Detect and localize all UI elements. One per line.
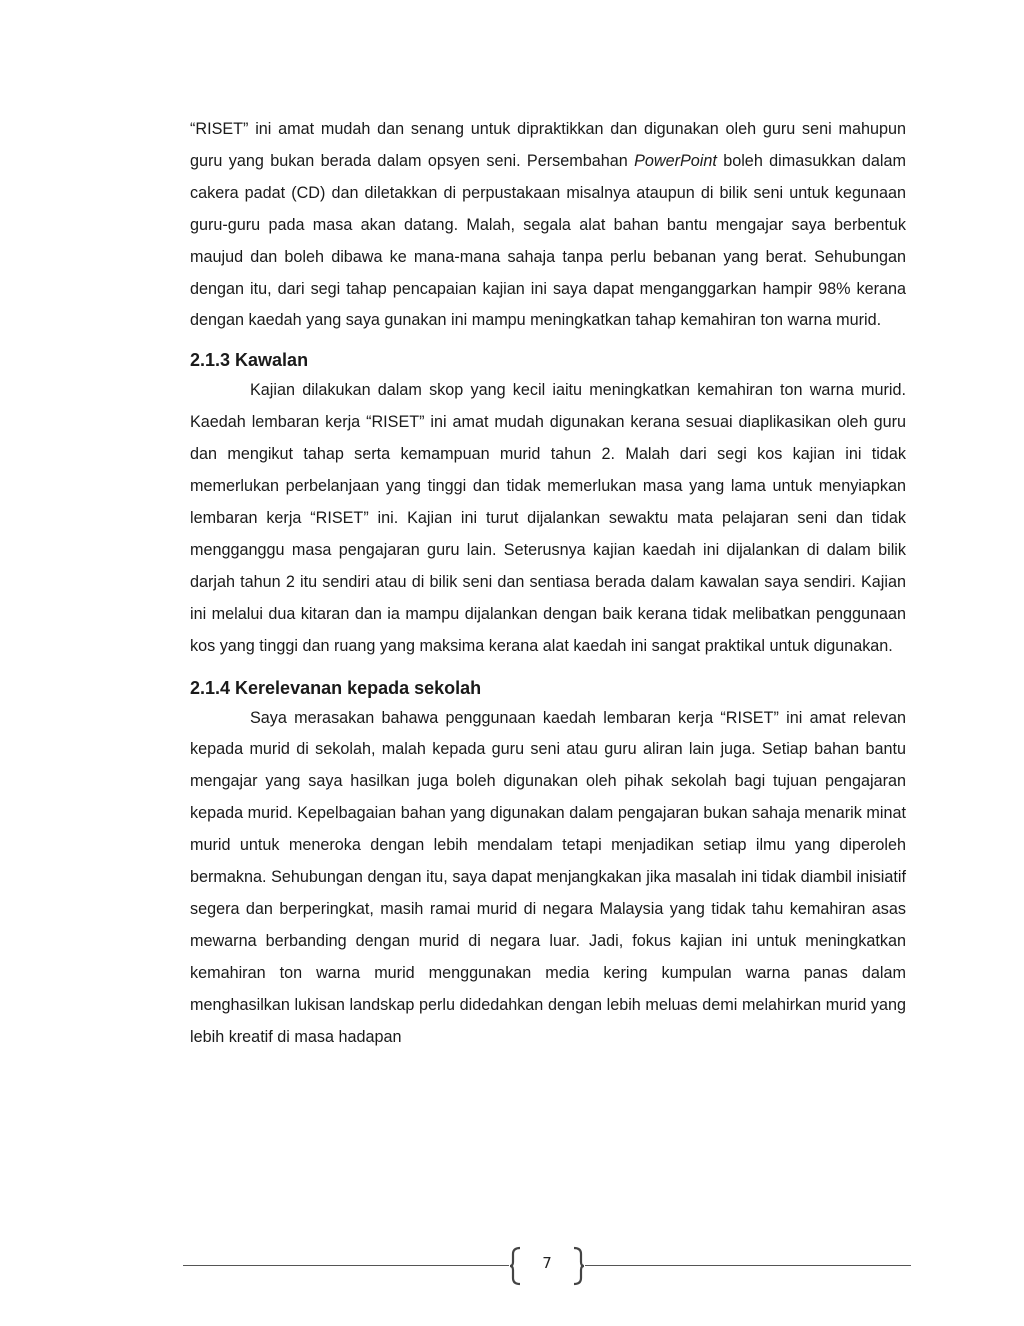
page-footer bbox=[0, 1246, 1024, 1286]
page-number: 7 bbox=[542, 1254, 552, 1272]
kerelevanan-paragraph: Saya merasakan bahawa penggunaan kaedah lembaran kerja “RISET” ini amat relevan kepada murid di sekolah, malah kepada guru seni atau guru aliran lain juga. Setiap bahan bantu mengajar yang saya hasilkan juga boleh digunakan oleh pihak sekolah bagi tujuan pengajaran kepada murid. Kepelbagaian bahan yang digunakan dalam pengajaran bukan sahaja menarik minat murid untuk meneroka dengan lebih mendalam tetapi menjadikan setiap ilmu yang diperoleh bermakna. Sehubungan dengan itu, saya dapat menjangkakan jika masalah ini tidak diambil inisiatif segera dan berperingkat, masih ramai murid di negara Malaysia yang tidak tahu kemahiran asas mewarna berbanding dengan murid di negara luar. Jadi, fokus kajian ini untuk meningkatkan kemahiran ton warna murid menggunakan media kering kumpulan warna panas dalam menghasilkan lukisan landskap perlu didedahkan dengan lebih meluas demi melahirkan murid yang lebih kreatif di masa hadapan bbox=[190, 708, 906, 1046]
footer-rule-left bbox=[183, 1265, 509, 1266]
page-content bbox=[190, 114, 906, 1053]
powerpoint-emphasis: PowerPoint bbox=[634, 151, 717, 170]
intro-text-part1: “RISET” ini amat mudah dan senang untuk dipraktikkan dan digunakan oleh guru seni mahupun guru yang bukan berada dalam opsyen seni. Persembahan bbox=[190, 120, 906, 170]
heading-kawalan: 2.1.3 Kawalan bbox=[190, 350, 309, 371]
intro-paragraph bbox=[190, 114, 906, 337]
heading-kerelevanan: 2.1.4 Kerelevanan kepada sekolah bbox=[190, 677, 482, 698]
kawalan-paragraph: Kajian dilakukan dalam skop yang kecil iaitu meningkatkan kemahiran ton warna murid. Kaedah lembaran kerja “RISET” ini amat mudah digunakan kerana sesuai diaplikasikan oleh guru dan mengikut tahap serta kemampuan murid tahun 2. Malah dari segi kos kajian ini tidak memerlukan perbelanjaan yang tinggi dan tidak memerlukan masa yang lama untuk menyiapkan lembaran kerja “RISET” ini. Kajian ini turut dijalankan sewaktu mata pelajaran seni dan tidak mengganggu masa pengajaran guru lain. Seterusnya kajian kaedah ini dijalankan di dalam bilik darjah tahun 2 itu sendiri atau di bilik seni dan sentiasa berada dalam kawalan saya sendiri. Kajian ini melalui dua kitaran dan ia mampu dijalankan dengan baik kerana tidak melibatkan penggunaan kos yang tinggi dan ruang yang maksima kerana alat kaedah ini sangat praktikal untuk digunakan. bbox=[190, 381, 906, 655]
right-brace-icon bbox=[570, 1246, 586, 1286]
footer-rule-right bbox=[585, 1265, 911, 1266]
left-brace-icon bbox=[508, 1246, 524, 1286]
intro-text-part2: boleh dimasukkan dalam cakera padat (CD) dan diletakkan di perpustakaan misalnya ataupun di bilik seni untuk kegunaan guru-guru pada masa akan datang. Malah, segala alat bahan bantu mengajar saya berbentuk maujud dan boleh dibawa ke mana-mana sahaja tanpa perlu bebanan yang berat. Sehubungan dengan itu, dari segi tahap pencapaian kajian ini saya dapat menganggarkan hampir 98% kerana dengan kaedah yang saya gunakan ini mampu meningkatkan tahap kemahiran ton warna murid. bbox=[190, 151, 906, 330]
